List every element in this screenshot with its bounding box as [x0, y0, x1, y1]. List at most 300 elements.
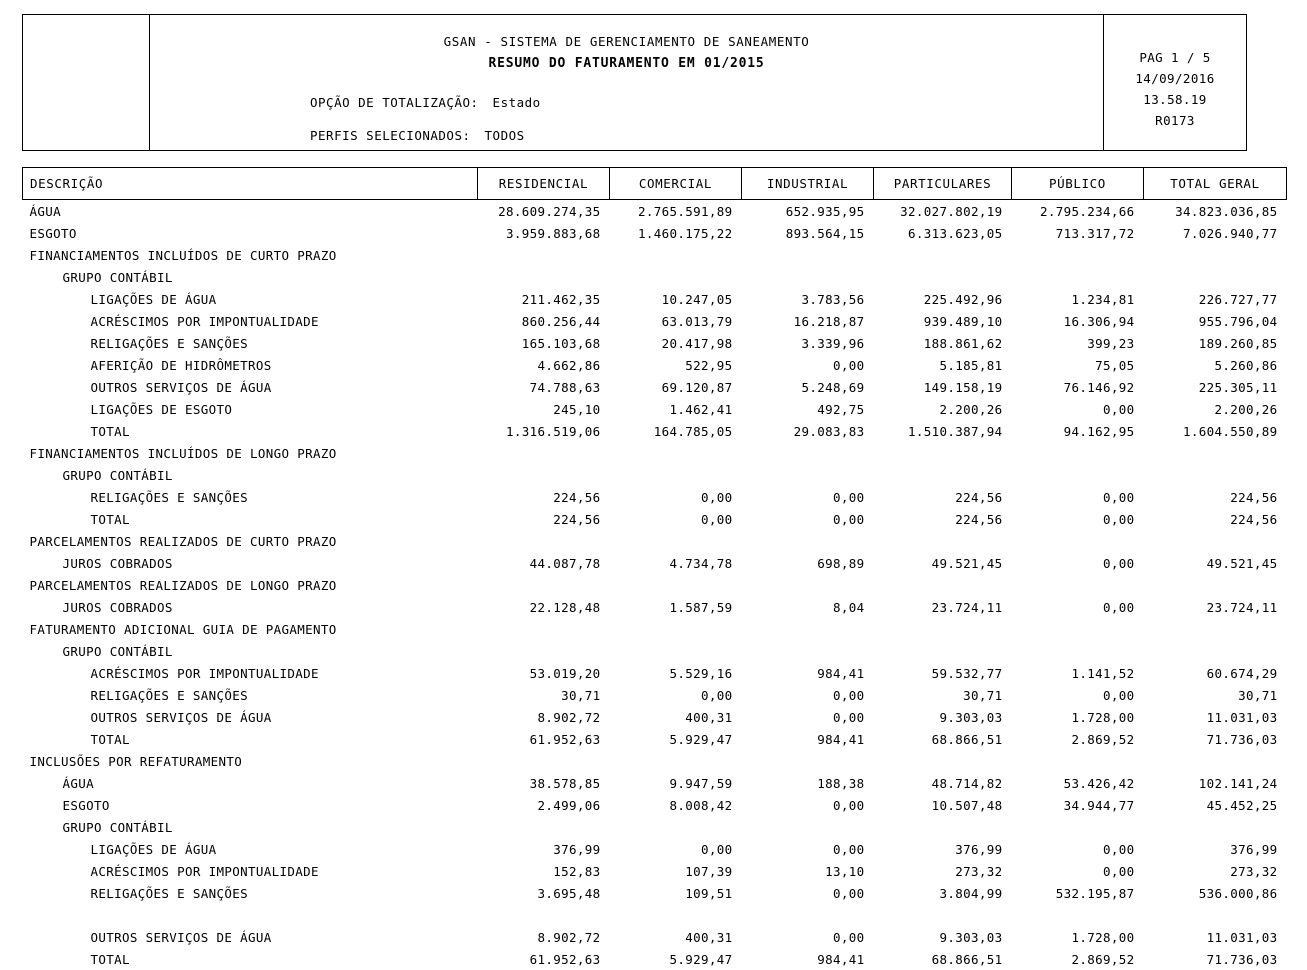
table-row [23, 354, 1287, 376]
row-value: 0,00 [1012, 684, 1144, 706]
row-value [742, 750, 874, 772]
row-value [478, 750, 610, 772]
row-value: 4.734,78 [610, 552, 742, 574]
row-value: 3.339,96 [742, 332, 874, 354]
row-value: 30,71 [478, 684, 610, 706]
row-value: 71.736,03 [1144, 728, 1287, 750]
row-label: LIGAÇÕES DE ÁGUA [23, 288, 478, 310]
row-value: 492,75 [742, 398, 874, 420]
row-value: 532.195,87 [1012, 882, 1144, 904]
row-value [610, 618, 742, 640]
table-row [23, 684, 1287, 706]
row-value: 5.529,16 [610, 662, 742, 684]
row-value [1144, 530, 1287, 552]
row-label: JUROS COBRADOS [23, 596, 478, 618]
row-value: 20.417,98 [610, 332, 742, 354]
table-row [23, 926, 1287, 948]
row-value: 698,89 [742, 552, 874, 574]
table-row [23, 706, 1287, 728]
row-value: 0,00 [742, 926, 874, 948]
row-value [874, 574, 1012, 596]
row-value [742, 816, 874, 838]
row-value: 3.695,48 [478, 882, 610, 904]
row-value: 2.200,26 [874, 398, 1012, 420]
header-logo-cell [23, 15, 150, 150]
row-value: 30,71 [874, 684, 1012, 706]
column-header-comercial: COMERCIAL [610, 168, 742, 200]
row-value: 273,32 [874, 860, 1012, 882]
table-row [23, 376, 1287, 398]
row-label: RELIGAÇÕES E SANÇÕES [23, 332, 478, 354]
row-value [874, 816, 1012, 838]
row-value [874, 530, 1012, 552]
row-value [1144, 244, 1287, 266]
row-value: 376,99 [874, 838, 1012, 860]
row-value: 29.083,83 [742, 420, 874, 442]
row-value: 1.141,52 [1012, 662, 1144, 684]
row-value: 522,95 [610, 354, 742, 376]
row-value [478, 442, 610, 464]
row-value [874, 618, 1012, 640]
column-header-publico: PÚBLICO [1012, 168, 1144, 200]
report-title: RESUMO DO FATURAMENTO EM 01/2015 [150, 56, 1103, 71]
row-value: 225.305,11 [1144, 376, 1287, 398]
row-value [1012, 640, 1144, 662]
row-value: 3.804,99 [874, 882, 1012, 904]
row-value: 188,38 [742, 772, 874, 794]
row-value: 3.783,56 [742, 288, 874, 310]
row-value: 1.728,00 [1012, 926, 1144, 948]
row-value: 0,00 [742, 794, 874, 816]
row-label: OUTROS SERVIÇOS DE ÁGUA [23, 376, 478, 398]
row-value: 245,10 [478, 398, 610, 420]
row-value: 71.736,03 [1144, 948, 1287, 970]
row-value: 49.521,45 [1144, 552, 1287, 574]
system-title: GSAN - SISTEMA DE GERENCIAMENTO DE SANEAMENTO [150, 34, 1103, 49]
row-value [478, 816, 610, 838]
row-value [610, 442, 742, 464]
row-value [874, 266, 1012, 288]
row-value: 61.952,63 [478, 948, 610, 970]
row-value: 0,00 [1012, 596, 1144, 618]
row-value: 400,31 [610, 706, 742, 728]
row-value [1144, 640, 1287, 662]
row-value: 22.128,48 [478, 596, 610, 618]
row-value: 107,39 [610, 860, 742, 882]
row-value [1012, 266, 1144, 288]
totalization-option-value: Estado [493, 95, 541, 110]
row-value: 9.303,03 [874, 926, 1012, 948]
table-row [23, 332, 1287, 354]
row-value: 16.306,94 [1012, 310, 1144, 332]
row-value: 102.141,24 [1144, 772, 1287, 794]
row-value: 75,05 [1012, 354, 1144, 376]
row-value [874, 750, 1012, 772]
report-header [22, 14, 1247, 151]
row-value [1012, 618, 1144, 640]
row-label: TOTAL [23, 728, 478, 750]
row-value [1144, 618, 1287, 640]
row-value: 1.728,00 [1012, 706, 1144, 728]
row-label: FINANCIAMENTOS INCLUÍDOS DE LONGO PRAZO [23, 442, 478, 464]
row-value: 0,00 [742, 684, 874, 706]
row-value: 4.662,86 [478, 354, 610, 376]
row-value [1012, 530, 1144, 552]
row-value: 1.587,59 [610, 596, 742, 618]
row-label: PARCELAMENTOS REALIZADOS DE CURTO PRAZO [23, 530, 478, 552]
table-row [23, 486, 1287, 508]
row-label: TOTAL [23, 948, 478, 970]
row-value [610, 574, 742, 596]
row-value: 38.578,85 [478, 772, 610, 794]
row-label: GRUPO CONTÁBIL [23, 816, 478, 838]
row-value [610, 816, 742, 838]
row-value: 8.902,72 [478, 706, 610, 728]
row-value: 16.218,87 [742, 310, 874, 332]
row-value: 225.492,96 [874, 288, 1012, 310]
table-row [23, 530, 1287, 552]
row-value: 984,41 [742, 662, 874, 684]
row-value: 9.303,03 [874, 706, 1012, 728]
row-label: ACRÉSCIMOS POR IMPONTUALIDADE [23, 310, 478, 332]
row-value: 893.564,15 [742, 222, 874, 244]
row-value: 30,71 [1144, 684, 1287, 706]
row-value: 10.247,05 [610, 288, 742, 310]
report-code: R0173 [1104, 110, 1246, 131]
row-value: 6.313.623,05 [874, 222, 1012, 244]
row-value: 224,56 [478, 486, 610, 508]
row-value: 0,00 [1012, 486, 1144, 508]
row-value [742, 442, 874, 464]
column-header-descricao: DESCRIÇÃO [23, 168, 478, 200]
row-value: 3.959.883,68 [478, 222, 610, 244]
row-value: 1.510.387,94 [874, 420, 1012, 442]
row-value: 224,56 [874, 486, 1012, 508]
row-label: ÁGUA [23, 772, 478, 794]
row-value: 0,00 [610, 508, 742, 530]
table-row [23, 618, 1287, 640]
row-value: 376,99 [478, 838, 610, 860]
row-value: 76.146,92 [1012, 376, 1144, 398]
row-value [1144, 750, 1287, 772]
row-value: 399,23 [1012, 332, 1144, 354]
row-value: 189.260,85 [1144, 332, 1287, 354]
row-value [874, 464, 1012, 486]
row-value: 2.765.591,89 [610, 200, 742, 223]
row-value: 2.499,06 [478, 794, 610, 816]
row-value: 1.462,41 [610, 398, 742, 420]
table-row [23, 728, 1287, 750]
table-row [23, 310, 1287, 332]
table-row [23, 574, 1287, 596]
row-value: 8.008,42 [610, 794, 742, 816]
row-value: 53.426,42 [1012, 772, 1144, 794]
row-value: 109,51 [610, 882, 742, 904]
table-row [23, 948, 1287, 970]
row-value [478, 530, 610, 552]
table-body [23, 200, 1287, 970]
row-label: OUTROS SERVIÇOS DE ÁGUA [23, 706, 478, 728]
table-row [23, 464, 1287, 486]
row-value [1012, 244, 1144, 266]
table-spacer-row [23, 904, 1287, 926]
row-value: 60.674,29 [1144, 662, 1287, 684]
row-label: ESGOTO [23, 794, 478, 816]
row-value: 0,00 [742, 838, 874, 860]
row-value [742, 530, 874, 552]
row-value [610, 530, 742, 552]
row-value: 0,00 [1012, 552, 1144, 574]
row-value: 7.026.940,77 [1144, 222, 1287, 244]
row-label: RELIGAÇÕES E SANÇÕES [23, 684, 478, 706]
row-value: 2.200,26 [1144, 398, 1287, 420]
table-row [23, 596, 1287, 618]
row-value [742, 618, 874, 640]
column-header-total-geral: TOTAL GERAL [1144, 168, 1287, 200]
row-value: 32.027.802,19 [874, 200, 1012, 223]
totalization-option [310, 95, 541, 110]
table-spacer-cell [23, 904, 1287, 926]
row-value: 0,00 [1012, 398, 1144, 420]
row-value: 11.031,03 [1144, 926, 1287, 948]
selected-profiles-value: TODOS [485, 128, 525, 143]
row-label: GRUPO CONTÁBIL [23, 464, 478, 486]
page-number: PAG 1 / 5 [1104, 47, 1246, 68]
row-value: 152,83 [478, 860, 610, 882]
row-value: 11.031,03 [1144, 706, 1287, 728]
table-row [23, 200, 1287, 223]
row-value: 164.785,05 [610, 420, 742, 442]
row-value: 1.234,81 [1012, 288, 1144, 310]
table-head [23, 168, 1287, 200]
table-row [23, 508, 1287, 530]
row-value [478, 244, 610, 266]
row-value: 224,56 [1144, 508, 1287, 530]
row-value: 0,00 [742, 486, 874, 508]
row-label: GRUPO CONTÁBIL [23, 640, 478, 662]
table-row [23, 640, 1287, 662]
row-value: 5.185,81 [874, 354, 1012, 376]
row-value: 149.158,19 [874, 376, 1012, 398]
row-label: AFERIÇÃO DE HIDRÔMETROS [23, 354, 478, 376]
row-value [1144, 574, 1287, 596]
row-value [478, 266, 610, 288]
row-value [1144, 266, 1287, 288]
row-value: 5.260,86 [1144, 354, 1287, 376]
row-value: 536.000,86 [1144, 882, 1287, 904]
row-value [1144, 464, 1287, 486]
row-value: 0,00 [610, 684, 742, 706]
row-value: 5.248,69 [742, 376, 874, 398]
row-value [742, 464, 874, 486]
row-value: 8,04 [742, 596, 874, 618]
row-label: LIGAÇÕES DE ÁGUA [23, 838, 478, 860]
row-value [478, 618, 610, 640]
row-label: TOTAL [23, 420, 478, 442]
table-row [23, 838, 1287, 860]
row-value: 0,00 [1012, 838, 1144, 860]
row-value [1012, 442, 1144, 464]
row-value: 0,00 [1012, 508, 1144, 530]
table-row [23, 772, 1287, 794]
table-row [23, 222, 1287, 244]
row-value [742, 640, 874, 662]
row-value: 61.952,63 [478, 728, 610, 750]
row-label: GRUPO CONTÁBIL [23, 266, 478, 288]
report-date: 14/09/2016 [1104, 68, 1246, 89]
row-value: 376,99 [1144, 838, 1287, 860]
row-value: 5.929,47 [610, 948, 742, 970]
report-time: 13.58.19 [1104, 89, 1246, 110]
row-label: TOTAL [23, 508, 478, 530]
table-row [23, 750, 1287, 772]
row-value: 45.452,25 [1144, 794, 1287, 816]
row-value [478, 574, 610, 596]
row-value [742, 266, 874, 288]
report-table [22, 167, 1287, 970]
row-value: 1.316.519,06 [478, 420, 610, 442]
row-value: 400,31 [610, 926, 742, 948]
row-label: JUROS COBRADOS [23, 552, 478, 574]
row-value [1012, 574, 1144, 596]
row-value: 68.866,51 [874, 728, 1012, 750]
row-value: 9.947,59 [610, 772, 742, 794]
row-value [874, 442, 1012, 464]
table-row [23, 794, 1287, 816]
table-row [23, 288, 1287, 310]
row-value: 652.935,95 [742, 200, 874, 223]
row-value [874, 640, 1012, 662]
selected-profiles-label: PERFIS SELECIONADOS: [310, 128, 471, 143]
row-value: 0,00 [742, 508, 874, 530]
row-value: 224,56 [874, 508, 1012, 530]
row-label: ÁGUA [23, 200, 478, 223]
row-value [610, 640, 742, 662]
row-value: 0,00 [742, 706, 874, 728]
row-value: 0,00 [742, 354, 874, 376]
row-value: 224,56 [1144, 486, 1287, 508]
row-label: ACRÉSCIMOS POR IMPONTUALIDADE [23, 662, 478, 684]
column-header-residencial: RESIDENCIAL [478, 168, 610, 200]
column-header-particulares: PARTICULARES [874, 168, 1012, 200]
row-value: 273,32 [1144, 860, 1287, 882]
row-value: 984,41 [742, 728, 874, 750]
row-value: 23.724,11 [1144, 596, 1287, 618]
row-value: 2.869,52 [1012, 728, 1144, 750]
row-value: 74.788,63 [478, 376, 610, 398]
row-value: 0,00 [1012, 860, 1144, 882]
header-meta-cell [1103, 15, 1246, 150]
row-value: 0,00 [742, 882, 874, 904]
row-label: FATURAMENTO ADICIONAL GUIA DE PAGAMENTO [23, 618, 478, 640]
row-value: 8.902,72 [478, 926, 610, 948]
row-value [610, 244, 742, 266]
row-value: 0,00 [610, 838, 742, 860]
row-value: 226.727,77 [1144, 288, 1287, 310]
row-value [742, 244, 874, 266]
table-row [23, 882, 1287, 904]
row-value: 224,56 [478, 508, 610, 530]
row-value: 68.866,51 [874, 948, 1012, 970]
column-header-industrial: INDUSTRIAL [742, 168, 874, 200]
selected-profiles [310, 128, 525, 143]
row-value: 188.861,62 [874, 332, 1012, 354]
row-value: 23.724,11 [874, 596, 1012, 618]
row-label: RELIGAÇÕES E SANÇÕES [23, 486, 478, 508]
row-value: 2.869,52 [1012, 948, 1144, 970]
row-value: 44.087,78 [478, 552, 610, 574]
row-value: 49.521,45 [874, 552, 1012, 574]
row-label: LIGAÇÕES DE ESGOTO [23, 398, 478, 420]
row-value [478, 464, 610, 486]
row-value: 48.714,82 [874, 772, 1012, 794]
row-value: 860.256,44 [478, 310, 610, 332]
row-value [1012, 750, 1144, 772]
row-value: 939.489,10 [874, 310, 1012, 332]
row-value [478, 640, 610, 662]
table-row [23, 266, 1287, 288]
row-label: PARCELAMENTOS REALIZADOS DE LONGO PRAZO [23, 574, 478, 596]
row-label: OUTROS SERVIÇOS DE ÁGUA [23, 926, 478, 948]
row-value: 34.944,77 [1012, 794, 1144, 816]
row-value: 211.462,35 [478, 288, 610, 310]
row-value: 5.929,47 [610, 728, 742, 750]
row-value [874, 244, 1012, 266]
row-value: 10.507,48 [874, 794, 1012, 816]
table-row [23, 860, 1287, 882]
totalization-option-label: OPÇÃO DE TOTALIZAÇÃO: [310, 95, 479, 110]
row-value: 713.317,72 [1012, 222, 1144, 244]
row-value [1012, 464, 1144, 486]
row-value: 1.460.175,22 [610, 222, 742, 244]
row-value [1012, 816, 1144, 838]
row-value: 53.019,20 [478, 662, 610, 684]
row-value [610, 464, 742, 486]
row-value: 34.823.036,85 [1144, 200, 1287, 223]
row-value: 1.604.550,89 [1144, 420, 1287, 442]
table-row [23, 442, 1287, 464]
row-value: 13,10 [742, 860, 874, 882]
row-value: 69.120,87 [610, 376, 742, 398]
table-row [23, 244, 1287, 266]
row-value [742, 574, 874, 596]
row-value [1144, 442, 1287, 464]
row-value [1144, 816, 1287, 838]
table-row [23, 816, 1287, 838]
row-value: 59.532,77 [874, 662, 1012, 684]
report-table-wrapper [22, 167, 1247, 970]
row-value [610, 266, 742, 288]
row-value [610, 750, 742, 772]
table-row [23, 398, 1287, 420]
table-header-row [23, 168, 1287, 200]
table-row [23, 420, 1287, 442]
row-label: INCLUSÕES POR REFATURAMENTO [23, 750, 478, 772]
row-value: 0,00 [610, 486, 742, 508]
row-value: 165.103,68 [478, 332, 610, 354]
header-title-cell [150, 15, 1103, 150]
row-value: 28.609.274,35 [478, 200, 610, 223]
row-value: 94.162,95 [1012, 420, 1144, 442]
row-value: 984,41 [742, 948, 874, 970]
row-label: FINANCIAMENTOS INCLUÍDOS DE CURTO PRAZO [23, 244, 478, 266]
row-label: ACRÉSCIMOS POR IMPONTUALIDADE [23, 860, 478, 882]
row-value: 955.796,04 [1144, 310, 1287, 332]
row-value: 2.795.234,66 [1012, 200, 1144, 223]
row-value: 63.013,79 [610, 310, 742, 332]
table-row [23, 552, 1287, 574]
row-label: RELIGAÇÕES E SANÇÕES [23, 882, 478, 904]
